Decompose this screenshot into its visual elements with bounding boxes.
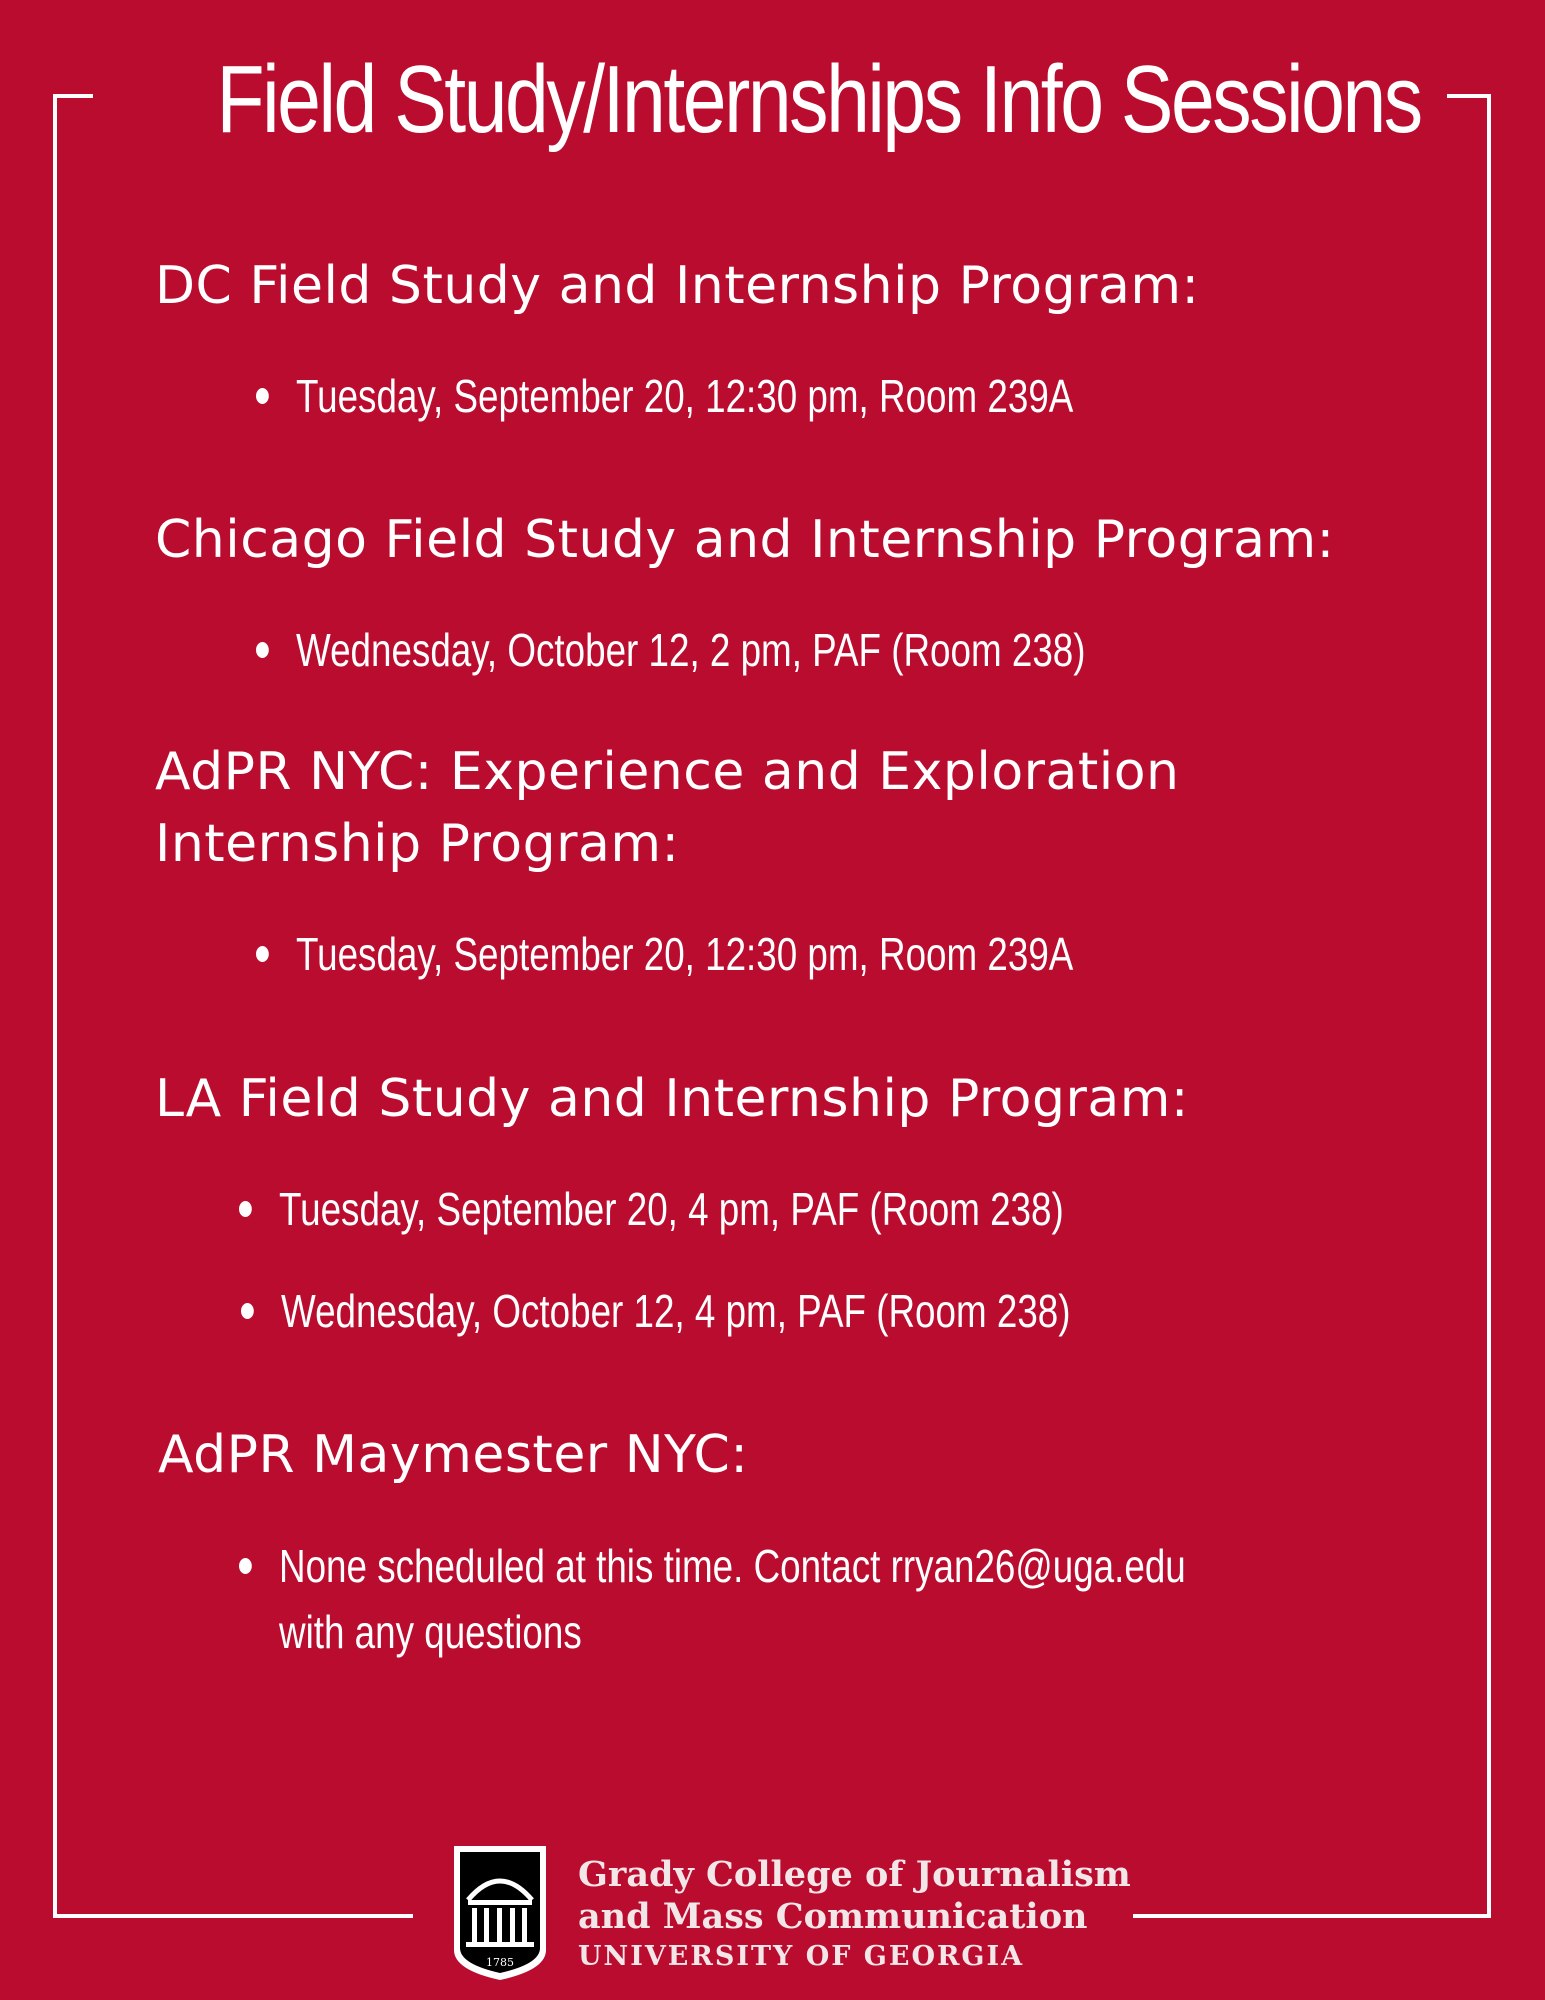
bullet-icon (241, 1303, 254, 1319)
list-item: Tuesday, September 20, 12:30 pm, Room 239A (256, 363, 1073, 429)
bullet-icon (256, 946, 269, 962)
section-heading-dc: DC Field Study and Internship Program: (155, 256, 1200, 316)
frame-right (1487, 94, 1491, 1918)
section-heading-chicago: Chicago Field Study and Internship Program: (155, 510, 1335, 570)
frame-left (53, 94, 57, 1918)
bullet-icon (256, 642, 269, 658)
arch-shield-icon (450, 1842, 550, 1982)
bullet-icon (239, 1201, 252, 1217)
logo-line-3: UNIVERSITY OF GEORGIA (578, 1941, 1025, 1972)
frame-top-left (53, 94, 93, 98)
list-item: Tuesday, September 20, 4 pm, PAF (Room 238) (239, 1176, 1064, 1242)
section-heading-adpr-nyc: AdPR NYC: Experience and Exploration Internship Program: (155, 742, 1180, 874)
section-heading-maymester: AdPR Maymester NYC: (158, 1425, 749, 1485)
svg-text:1785: 1785 (486, 1956, 514, 1969)
section-heading-la: LA Field Study and Internship Program: (155, 1069, 1189, 1129)
logo-line-1: Grady College of Journalism (578, 1854, 1131, 1895)
frame-bottom-right (1133, 1914, 1491, 1918)
frame-top-right (1447, 94, 1491, 98)
logo-line-2: and Mass Communication (578, 1896, 1088, 1937)
page-title: Field Study/Internships Info Sessions (216, 46, 1421, 153)
list-item: Wednesday, October 12, 4 pm, PAF (Room 238) (241, 1278, 1071, 1344)
bullet-icon (256, 388, 269, 404)
list-item: None scheduled at this time. Contact rryan26@uga.edu with any questions (239, 1533, 1327, 1665)
list-item: Tuesday, September 20, 12:30 pm, Room 239A (256, 921, 1073, 987)
bullet-icon (239, 1558, 252, 1574)
list-item: Wednesday, October 12, 2 pm, PAF (Room 238) (256, 617, 1086, 683)
frame-bottom-left (53, 1914, 413, 1918)
